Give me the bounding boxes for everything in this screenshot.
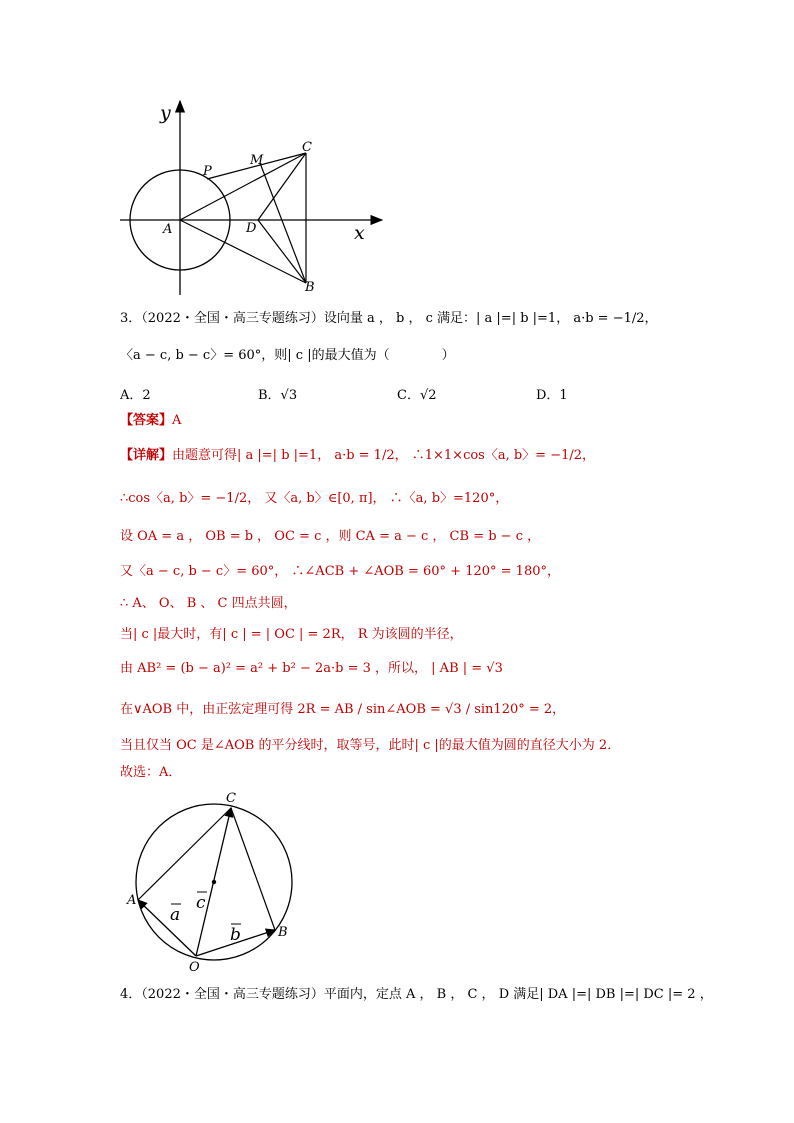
label-P: P (203, 164, 212, 179)
label-M: M (250, 153, 264, 168)
circle-vector-figure (118, 788, 308, 973)
solution-line-8: 在∨AOB 中，由正弦定理可得 2R = AB / sin∠AOB = √3 / sin120° = 2， (120, 702, 566, 717)
q3-option-d: D．1 (536, 388, 568, 403)
q3-stem-line2: 〈a − c, b − c〉= 60°，则| c |的最大值为（ ） (120, 348, 455, 363)
label-x: x (354, 222, 365, 244)
solution-line-6: 当| c |最大时，有| c | = | OC | = 2R， R 为该圆的半径， (120, 627, 463, 642)
vector-a-label: a (170, 905, 181, 925)
solution-line-7: 由 AB² = (b − a)² = a² + b² − 2a·b = 3 ，所以， | AB | = √3 (120, 661, 503, 676)
q3-stem-line1: 3．（2022・全国・高三专题练习）设向量 a ， b ， c 满足：| a |=| b |=1， a·b = −1/2， (120, 311, 658, 326)
solution-line-3: 设 OA = a ， OB = b ， OC = c ，则 CA = a − c ， CB = b − c ， (120, 529, 541, 544)
label-A2: A (127, 893, 137, 908)
solution-line-2: ∴cos〈a, b〉= −1/2， 又〈a, b〉∈[0, π]， ∴〈a, b〉=120°， (120, 491, 509, 506)
solution-line-4: 又〈a − c, b − c〉= 60°， ∴∠ACB + ∠AOB = 60° + 120° = 180°， (120, 564, 560, 579)
label-B: B (305, 280, 315, 295)
q3-option-b: B．√3 (258, 388, 298, 403)
label-B2: B (278, 925, 288, 940)
q4-stem: 4．（2022・全国・高三专题练习）平面内，定点 A ， B ， C ， D 满足| DA |=| DB |=| DC |= 2 ， (120, 987, 713, 1002)
label-D: D (246, 221, 257, 236)
solution-line-10: 故选：A． (120, 765, 182, 780)
circle-center (212, 880, 216, 884)
q3-option-c: C．√2 (397, 388, 437, 403)
solution-line-5: ∴ A、 O、 B 、 C 四点共圆， (120, 596, 297, 611)
label-y: y (160, 102, 171, 124)
label-A: A (163, 222, 173, 237)
label-C2: C (226, 791, 236, 806)
vector-c-label: c (196, 893, 206, 913)
answer-line: 【答案】A (120, 413, 182, 428)
label-C: C (302, 140, 312, 155)
vector-b-label: b (230, 925, 241, 945)
label-O2: O (189, 960, 200, 973)
coordinate-figure (110, 95, 410, 300)
solution-line-1: 【详解】由题意可得| a |=| b |=1， a·b = 1/2， ∴1×1×cos〈a, b〉= −1/2， (120, 448, 596, 463)
solution-line-9: 当且仅当 OC 是∠AOB 的平分线时，取等号，此时| c |的最大值为圆的直径大小为 2． (120, 738, 621, 753)
q3-option-a: A．2 (120, 388, 151, 403)
